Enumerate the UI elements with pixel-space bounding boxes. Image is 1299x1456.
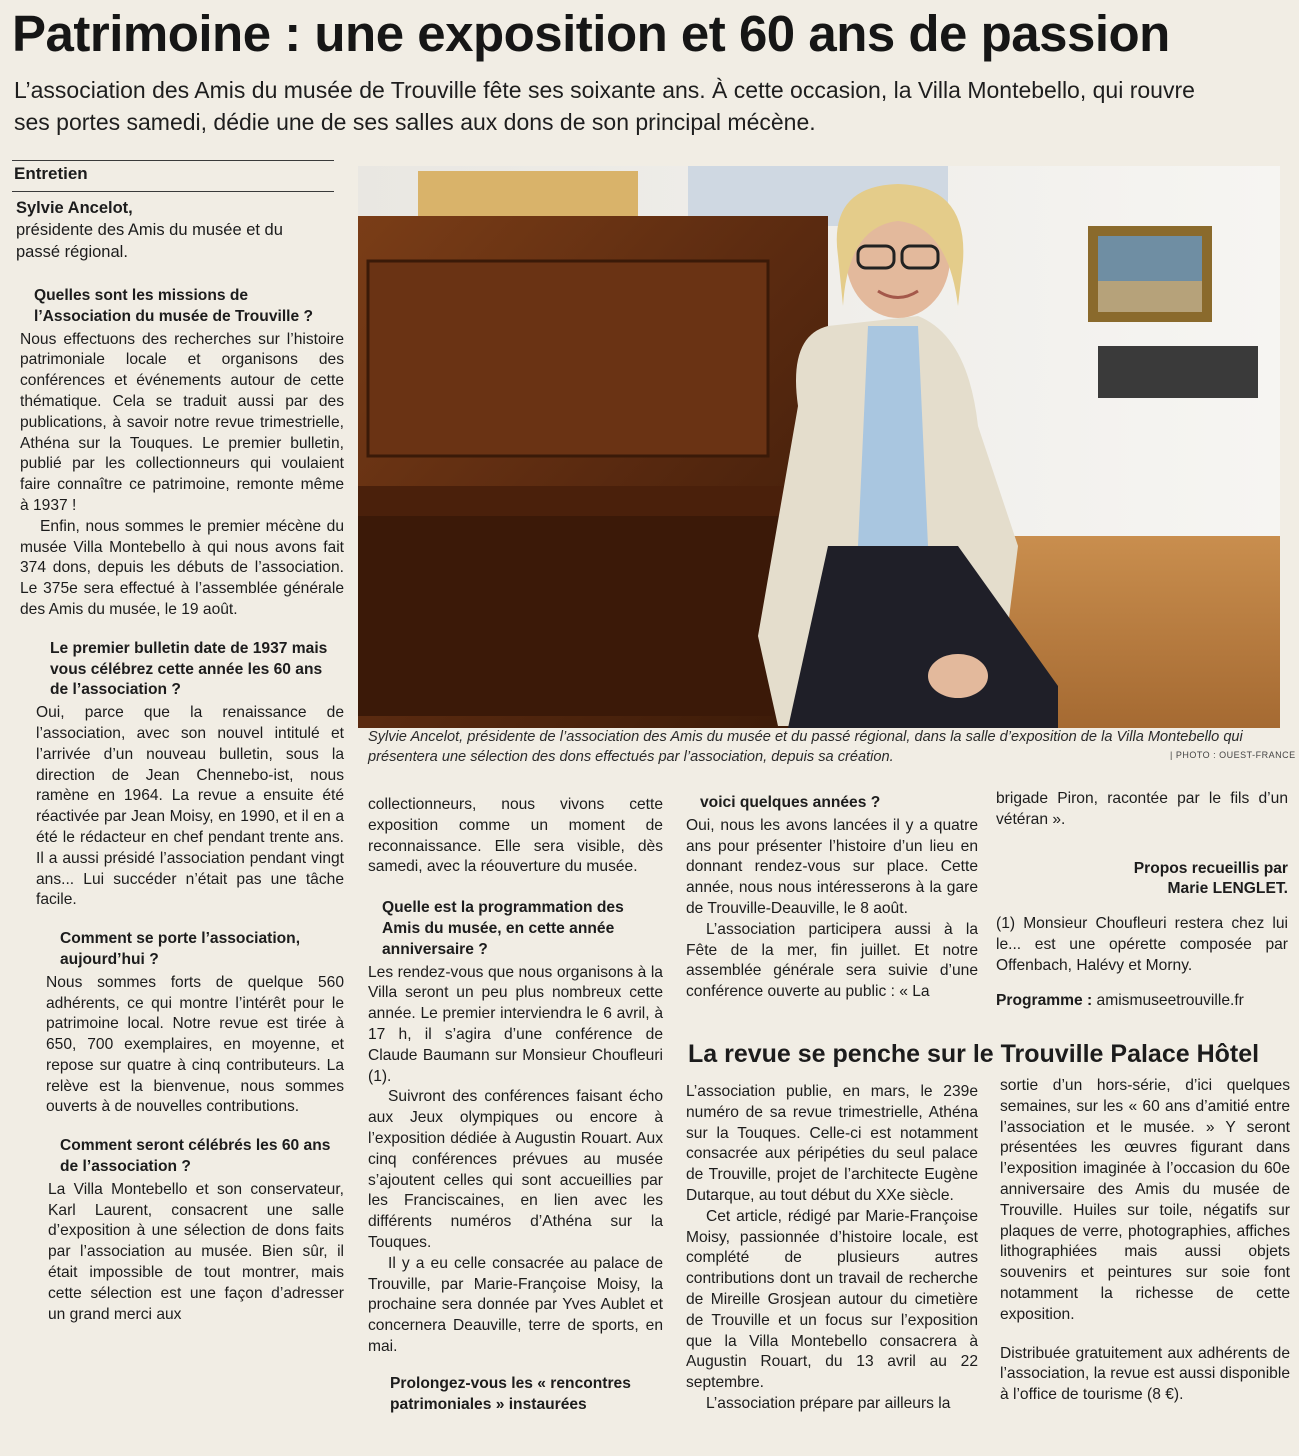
column-1: [20, 286, 344, 1325]
photo-credit: | PHOTO : OUEST-FRANCE: [1170, 750, 1296, 760]
footnote: (1) Monsieur Choufleuri restera chez lui le... est une opérette composée par Offenbach, Halévy et Morny.: [996, 915, 1288, 974]
answer-6-p1: Oui, nous les avons lancées il y a quatre ans pour présenter l’histoire d’un lieu en donnant rendez-vous sur place. Cette année, nous nous intéresserons à la gare de Trouville-Deauville, le 8 août.: [686, 816, 978, 917]
lede: L’association des Amis du musée de Trouville fête ses soixante ans. À cette occasion, la Villa Montebello, qui rouvre ses portes samedi, dédie une de ses salles aux dons de son principal mécène.: [14, 77, 1195, 135]
question-4: Comment seront célébrés les 60 ans de l’association ?: [60, 1137, 331, 1176]
question-1: Quelles sont les missions de l’Association du musée de Trouville ?: [34, 287, 314, 325]
programme-line: [996, 991, 1288, 1012]
byline-name: Sylvie Ancelot,: [16, 199, 133, 217]
rule-top: [12, 160, 334, 161]
question-5: Quelle est la programmation des Amis du musée, en cette année anniversaire ?: [382, 899, 624, 958]
programme-label: Programme :: [996, 991, 1093, 1009]
sidebar-title: La revue se penche sur le Trouville Palace Hôtel: [688, 1040, 1260, 1068]
answer-5-p1: Les rendez-vous que nous organisons à la Villa seront un peu plus nombreux cette année. Le premier interviendra le 6 avril, à 17 h, il s’agira d’une conférence de Claude Baumann sur Monsieur Choufleuri (1).: [368, 963, 663, 1085]
answer-2: Oui, parce que la renaissance de l’association, avec son nouvel intitulé et l’arrivée d’un nouveau bulletin, sous la direction de Jean Chennebo-ist, nous ramène en 1964. La revue a ensuite été réactivée par Jean Moisy, en 1990, et il en a été le rédacteur en chef pendant trente ans. Il a aussi présidé l’association pendant vingt ans... Lui succéder n’était pas une tâche facile.: [36, 704, 344, 909]
kicker: Entretien: [14, 164, 88, 183]
column-2: [368, 795, 663, 1417]
byline: [16, 197, 316, 263]
answer-4: La Villa Montebello et son conservateur, Karl Laurent, consacrent une salle d’exposition à une sélection de dons faits par l’association au musée. Bien sûr, il était impossible de tout montrer, mais cette sélection est une façon d’adresser un grand merci aux: [48, 1180, 344, 1323]
answer-5-p3: Il y a eu celle consacrée au palace de Trouville, par Marie-Françoise Moisy, la prochaine sera donnée par Yves Aublet et concernera Deauville, terre de sports, en mai.: [368, 1254, 663, 1355]
sidebar-a-p1: L’association publie, en mars, le 239e numéro de sa revue trimestrielle, Athéna sur la Touques. Celle-ci est notamment consacrée aux péripéties du seul palace de Trouville, projet de l’architecte Eugène Dutarque, au tout début du XXe siècle.: [686, 1083, 978, 1204]
sidebar-column-b: [1000, 1076, 1290, 1406]
question-6: Prolongez-vous les « rencontres patrimoniales » instaurées: [390, 1374, 631, 1413]
answer-6-p2: L’association participera aussi à la Fête de la mer, fin juillet. Et notre assemblée générale sera suivie d’une conférence ouverte au public : « La: [686, 920, 978, 1001]
answer-3: Nous sommes forts de quelque 560 adhérents, ce qui montre l’intérêt pour le patrimoine local. Notre revue est tirée à 650, 700 exemplaires, en moyenne, et repose sur quatre à cinq contributeurs. La relève est la bienvenue, nous sommes ouverts à de nouvelles contributions.: [46, 973, 344, 1116]
sidebar-b-p2: Distribuée gratuitement aux adhérents de l’association, la revue est aussi disponible à l’office de tourisme (8 €).: [1000, 1344, 1290, 1404]
question-6-end: voici quelques années ?: [700, 794, 881, 811]
interview-credit: [996, 859, 1288, 901]
answer-1-p2: Enfin, nous sommes le premier mécène du musée Villa Montebello à qui nous avons fait 374 dons, depuis les débuts de l’association. Le 375e sera effectué à l’assemblée générale des Amis du musée, le 19 août.: [20, 517, 344, 618]
portrait-illustration: [358, 166, 1280, 728]
byline-role: présidente des Amis du musée et du passé régional.: [16, 221, 283, 261]
photo-caption: Sylvie Ancelot, présidente de l’association des Amis du musée et du passé régional, dans la salle d’exposition de la Villa Montebello qui présentera une sélection des dons effectués par l’association, depuis sa création.: [368, 729, 1243, 765]
answer-5-p2: Suivront des conférences faisant écho aux Jeux olympiques ou encore à l’exposition dédiée à Augustin Rouart. Aux cinq conférences prévues au musée s’ajoutent celles qui sont accueillies par les Franciscaines, en lien avec les différents numéros d’Athéna sur la Touques.: [368, 1088, 663, 1251]
rule-bottom: [12, 191, 334, 192]
column-4: [996, 789, 1288, 1011]
col4-continuation: brigade Piron, racontée par le fils d’un vétéran ».: [996, 790, 1288, 828]
sidebar-a-p2: Cet article, rédigé par Marie-Françoise Moisy, passionnée d’histoire locale, est complété de plusieurs autres contributions dont un travail de recherche de Mireille Grosjean autour du cimetière de Trouville et un focus sur l’exposition que la Villa Montebello consacrera à Augustin Rouart, du 13 avril au 22 septembre.: [686, 1207, 978, 1392]
question-2: Le premier bulletin date de 1937 mais vous célébrez cette année les 60 ans de l’association ?: [50, 639, 328, 699]
portrait-photo: [358, 166, 1280, 728]
headline: Patrimoine : une exposition et 60 ans de passion: [12, 5, 1170, 62]
question-3: Comment se porte l’association, aujourd’hui ?: [60, 930, 301, 968]
col2-continuation: collectionneurs, nous vivons cette exposition comme un moment de reconnaissance. Elle sera visible, dès samedi, avec la réouverture du musée.: [368, 796, 663, 876]
interview-credit-line2: Marie LENGLET.: [1167, 880, 1288, 898]
sidebar-column-a: [686, 1082, 978, 1415]
column-3: [686, 793, 978, 1003]
sidebar-b-p1: sortie d’un hors-série, d’ici quelques semaines, sur les « 60 ans d’amitié entre l’association et le musée. » Y seront présentées les œuvres figurant dans l’exposition imaginée à l’occasion du 60e anniversaire des Amis du musée de Trouville. Huiles sur toile, négatifs sur plaques de verre, photographies, affiches lithographiées mais aussi objets souvenirs et peintures sur soie font notamment la richesse de cette exposition.: [1000, 1077, 1290, 1323]
sidebar-a-p3: L’association prépare par ailleurs la: [706, 1394, 951, 1412]
interview-credit-line1: Propos recueillis par: [1133, 859, 1288, 877]
programme-link[interactable]: amismuseetrouville.fr: [1092, 991, 1244, 1009]
answer-1-p1: Nous effectuons des recherches sur l’histoire patrimoniale locale et organisons des conférences et événements autour de cette thématique. Cela se traduit aussi par des publications, à savoir notre revue trimestrielle, Athéna sur la Touques. Le premier bulletin, publié par les collectionneurs qui voulaient faire connaître ce patrimoine, remonte même à 1937 !: [20, 330, 344, 514]
